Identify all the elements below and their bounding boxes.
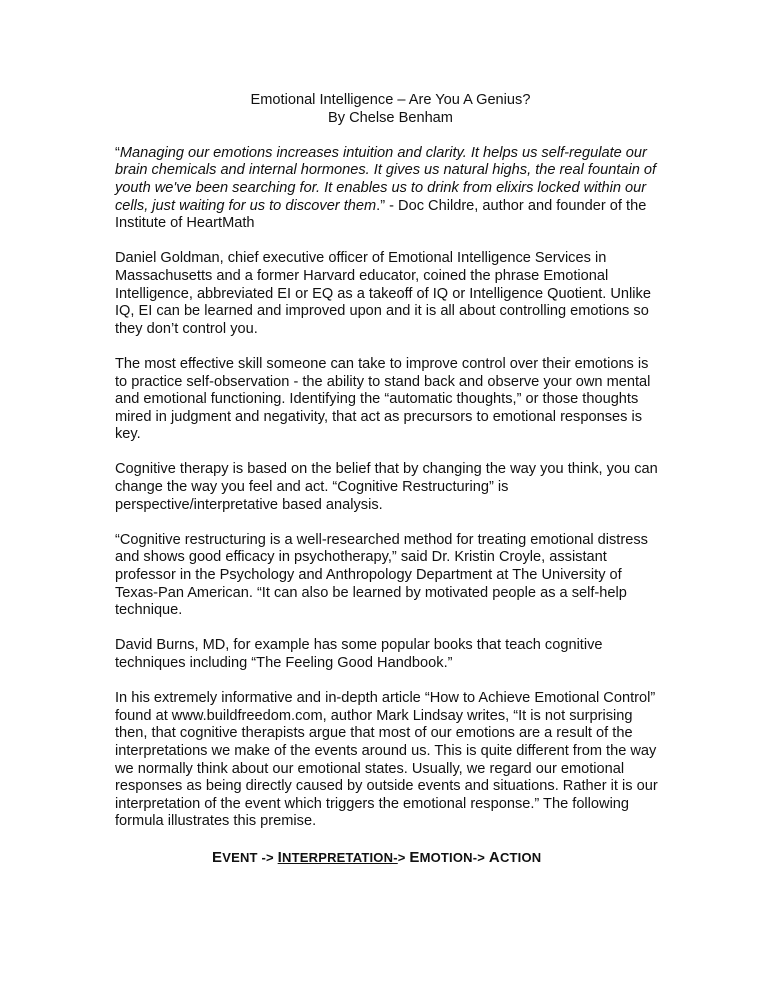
- document-page: [115, 92, 660, 866]
- body-paragraph-burns: David Burns, MD, for example has some popular books that teach cognitive techniques including “The Feeling Good Handbook.”: [115, 637, 603, 671]
- epigraph-open-quote: “: [115, 144, 120, 161]
- epigraph-attribution: .” - Doc Childre, author and founder of the Institute of HeartMath: [115, 197, 647, 232]
- body-paragraph-self-observation: The most effective skill someone can take to improve control over their emotions is to practice self-observation - the ability to stand back and observe your own mental and emotional functioning. Identifying the “automatic thoughts,” or those thoughts mired in judgment and negativity, that act as precursors to emotional responses is key.: [115, 355, 651, 443]
- body-paragraph-goldman: Daniel Goldman, chief executive officer of Emotional Intelligence Services in Massachusetts and a former Harvard educator, coined the phrase Emotional Intelligence, abbreviated EI or EQ as a takeoff of IQ or Intelligence Quotient. Unlike IQ, EI can be learned and improved upon and it is all about controlling emotions so they don’t control you.: [115, 250, 651, 337]
- epigraph-quote: Managing our emotions increases intuition and clarity. It helps us self-regulate our brain chemicals and internal hormones. It gives us natural highs, the real fountain of youth we've been searching for. It enables us to drink from elixirs locked within our cells, just waiting for us to discover them: [115, 144, 657, 214]
- formula-action-initial: A: [488, 848, 500, 866]
- body-paragraph-cognitive-therapy: Cognitive therapy is based on the belief that by changing the way you think, you can change the way you feel and act. “Cognitive Restructuring” is perspective/interpretative based analysis.: [115, 461, 658, 513]
- body-paragraph-croyle-quote: “Cognitive restructuring is a well-researched method for treating emotional distress and shows good efficacy in psychotherapy,” said Dr. Kristin Croyle, assistant professor in the Psychology and Anthropology Department at The University of Texas-Pan American. “It can also be learned by motivated people as a self-help technique.: [115, 531, 648, 619]
- formula-event-initial: E: [212, 848, 223, 866]
- formula-emotion-initial: E: [409, 848, 420, 866]
- formula-arrow-3: >: [477, 849, 489, 865]
- formula-emotion-rest: MOTION-: [419, 849, 478, 865]
- formula-action-rest: CTION: [499, 849, 542, 865]
- document-title: Emotional Intelligence – Are You A Genius?: [250, 92, 531, 108]
- formula-line: [115, 849, 660, 867]
- formula-arrow-1: ->: [257, 849, 278, 865]
- body-paragraph-lindsay: In his extremely informative and in-depth article “How to Achieve Emotional Control” found at www.buildfreedom.com, author Mark Lindsay writes, “It is not surprising then, that cognitive therapists argue that most of our emotions are a result of the interpretations we make of the events around us. This is quite different from the way we normally think about our emotional states. Usually, we regard our emotional responses as being directly caused by outside events and situations. Rather it is our interpretation of the event which triggers the emotional response.” The following formula illustrates this premise.: [115, 690, 658, 830]
- epigraph-paragraph: [115, 145, 660, 233]
- formula-arrow-2: >: [397, 849, 410, 865]
- formula-interpretation: [278, 850, 398, 865]
- formula-interpretation-initial: I: [277, 848, 283, 866]
- document-byline: By Chelse Benham: [328, 109, 453, 126]
- formula-event-rest: VENT: [222, 849, 258, 865]
- formula-interpretation-rest: NTERPRETATION-: [282, 849, 398, 865]
